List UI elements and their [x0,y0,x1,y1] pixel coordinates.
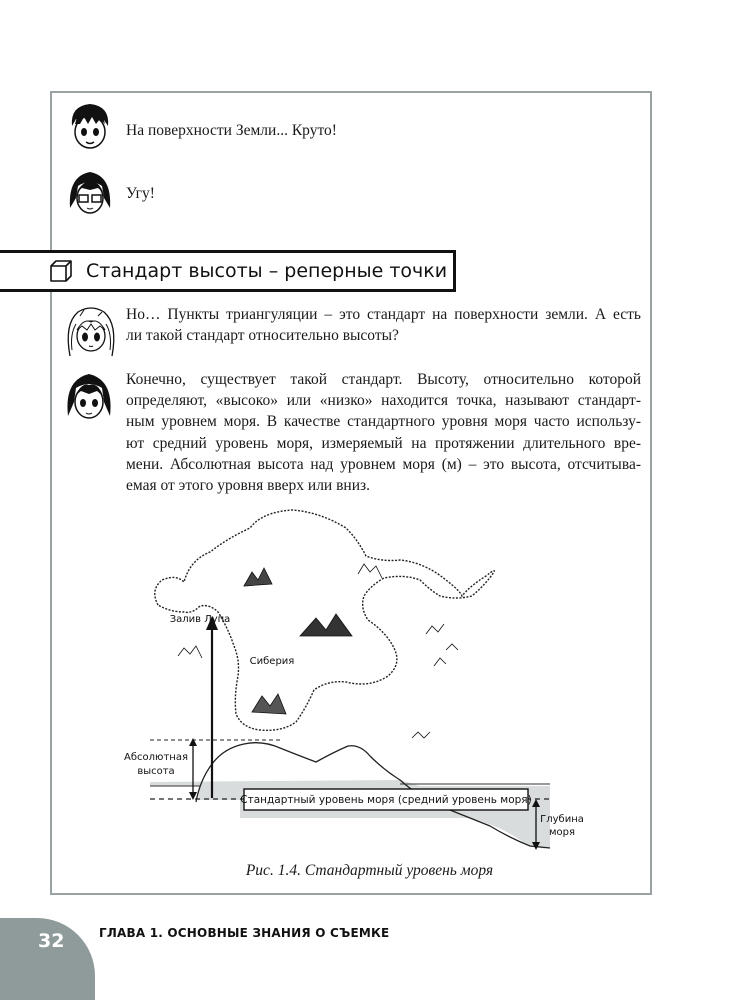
dialogue-paragraph [126,369,641,496]
girl-glasses-avatar-icon [64,168,116,220]
paragraph-line: емая от этого уровня вверх или вниз. [126,477,371,495]
sea-depth-label: Глубина [540,814,584,825]
section-title: Стандарт высоты – реперные точки [86,260,448,282]
figure-caption: Рис. 1.4. Стандартный уровень моря [245,862,494,879]
sea-level-label: Стандартный уровень моря (средний уровень моря) [240,794,532,806]
dialogue-line: На поверхности Земли... Круто! [126,122,337,139]
cube-icon [48,259,74,283]
paragraph-line: ным уровнем моря. В качестве стандартного уровня моря часто использу- [126,413,641,431]
region-label: Сиберия [249,656,295,667]
dialogue-paragraph [126,304,641,346]
bay-label: Залив Лупа [169,614,231,625]
paragraph-line: Конечно, существует такой стандарт. Высоту, относительно которой [126,371,641,388]
absolute-height-label: Абсолютная [124,752,188,763]
sea-level-figure [120,500,584,860]
page-number: 32 [38,930,65,952]
chapter-title: ГЛАВА 1. ОСНОВНЫЕ ЗНАНИЯ О СЪЕМКЕ [99,926,390,940]
boy-avatar-icon [64,100,116,152]
sea-depth-label: моря [548,827,576,838]
paragraph-line: ли такой стандарт относительно высоты? [126,327,399,345]
paragraph-line: мени. Абсолютная высота над уровнем моря (м) – это высота, отсчитыва- [126,455,641,473]
absolute-height-label: высота [137,766,175,777]
paragraph-line: ют средний уровень моря, измеряемый на протяжении длительного вре- [126,434,641,452]
dialogue-line: Угу! [126,185,155,202]
blonde-girl-avatar-icon [62,304,120,362]
girl-glasses-avatar-icon [62,370,116,426]
paragraph-line: определяют, «высоко» или «низко» находится точка, называют стандарт- [126,392,641,410]
paragraph-line: Но… Пункты триангуляции – это стандарт на поверхности земли. А есть [126,306,641,323]
